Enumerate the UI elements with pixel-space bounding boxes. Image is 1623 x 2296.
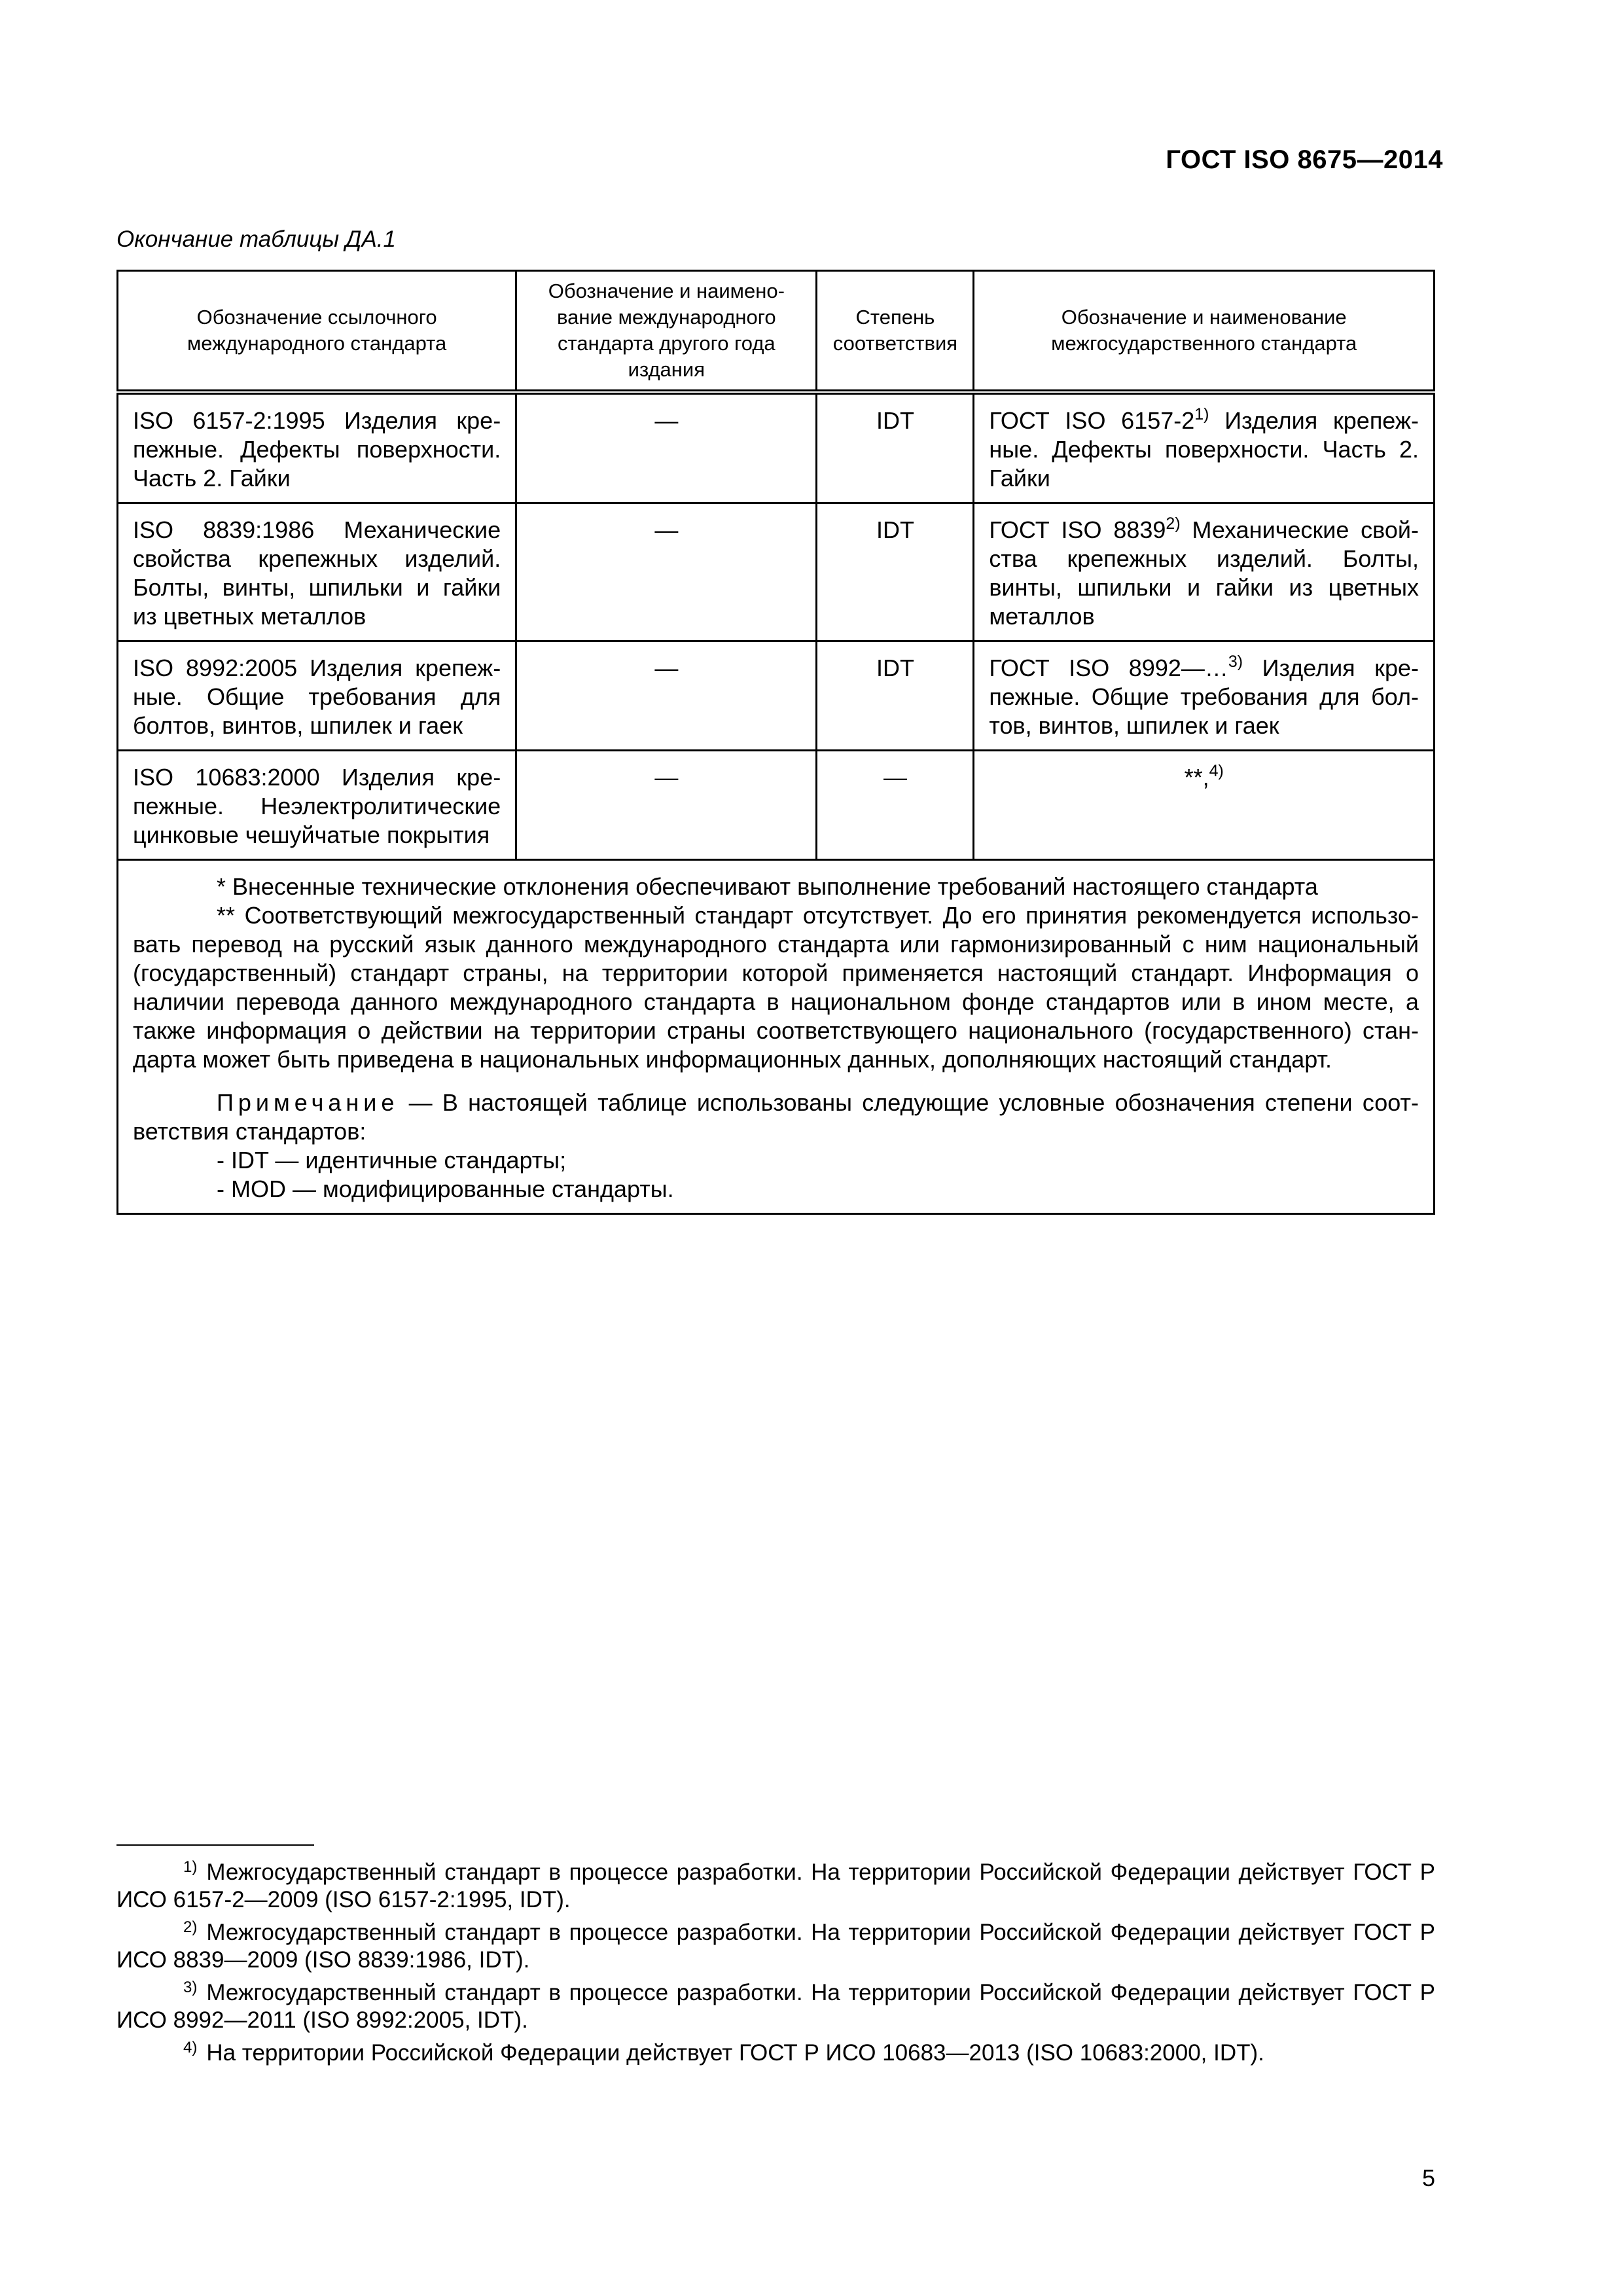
- table-caption: Окончание таблицы ДА.1: [116, 226, 396, 252]
- note-star-one: * Внесенные технические отклонения обеспечивают выполнение требований настоящего стандарта: [217, 873, 1318, 900]
- table-notes: [118, 860, 1435, 1214]
- footnote-mark: 3): [183, 1979, 198, 1996]
- cell-degree: IDT: [817, 392, 974, 503]
- table-header-row: [118, 271, 1435, 393]
- interstate-code: **,: [1184, 764, 1209, 791]
- column-header-reference: Обозначение ссылочного международного стандарта: [118, 271, 516, 393]
- table-row: [118, 751, 1435, 860]
- note-text: — В настоящей таблице использованы следующие условные обозначения степени соот-ветствия стандартов:: [133, 1089, 1419, 1145]
- list-item: - IDT — идентичные стандарты;: [217, 1147, 567, 1174]
- interstate-title: Изделия кре-пежные. Общие требования для бол-тов, винтов, шпилек и гаек: [989, 655, 1419, 739]
- footnote: [116, 1979, 1435, 2034]
- cell-reference: ISO 8839:1986 Механические свойства крепежных изделий. Болты, винты, шпильки и гайки из цветных металлов: [118, 503, 516, 641]
- footnote: [116, 2039, 1435, 2067]
- column-header-degree: Степень соответствия: [817, 271, 974, 393]
- cell-other-year: —: [516, 751, 817, 860]
- table-header: [118, 271, 1435, 393]
- footnote-text: Межгосударственный стандарт в процессе разработки. На территории Российской Федерации действует ГОСТ Р ИСО 6157-2—2009 (ISO 6157-2:1995, IDT).: [116, 1859, 1435, 1912]
- footnote-ref: 2): [1166, 514, 1181, 533]
- note-star-two: ** Соответствующий межгосударственный стандарт отсутствует. До его принятия рекомендуется использо-вать перевод на русский язык данного международного стандарта или гармонизированный с ним национальный (государственный) стандарт страны, на территории которой применяется настоящий стандарт. Информация о наличии перевода данного международного стандарта в национальном фонде стандартов или в ином месте, а также информация о действии на территории страны соответствующего национального (государственного) стан-дарта может быть приведена в национальных информационных данных, дополняющих настоящий стандарт.: [133, 902, 1419, 1073]
- table-row: [118, 392, 1435, 503]
- cell-degree: —: [817, 751, 974, 860]
- footnote-separator: [116, 1844, 314, 1846]
- page-number: 5: [1421, 2164, 1435, 2191]
- cell-reference: ISO 6157-2:1995 Изделия кре-пежные. Дефекты поверхности. Часть 2. Гайки: [118, 392, 516, 503]
- footnote: [116, 1859, 1435, 1914]
- footnotes: [116, 1859, 1435, 2072]
- note-paragraph: [133, 1088, 1419, 1146]
- table-row: [118, 641, 1435, 751]
- table-row: [118, 503, 1435, 641]
- footnote: [116, 1919, 1435, 1974]
- footnote-mark: 4): [183, 2039, 198, 2056]
- list-item: - MOD — модифицированные стандарты.: [217, 1175, 674, 1202]
- footnote-mark: 1): [183, 1858, 198, 1876]
- footnote-text: Межгосударственный стандарт в процессе разработки. На территории Российской Федерации действует ГОСТ Р ИСО 8839—2009 (ISO 8839:1986, IDT).: [116, 1920, 1435, 1973]
- cell-degree: IDT: [817, 641, 974, 751]
- footnote-text: На территории Российской Федерации действует ГОСТ Р ИСО 10683—2013 (ISO 10683:2000, IDT).: [206, 2040, 1264, 2066]
- document-code: ГОСТ ISO 8675—2014: [1166, 145, 1443, 174]
- cell-degree: IDT: [817, 503, 974, 641]
- footnote-ref: 4): [1209, 762, 1224, 780]
- footnote-mark: 2): [183, 1918, 198, 1936]
- cell-other-year: —: [516, 503, 817, 641]
- interstate-code: ГОСТ ISO 8992—…: [989, 655, 1228, 681]
- cell-interstate: [974, 751, 1435, 860]
- interstate-code: ГОСТ ISO 6157-2: [989, 407, 1195, 434]
- interstate-title: Механические свой-ства крепежных изделий. Болты, винты, шпильки и гайки из цветных металлов: [989, 516, 1419, 630]
- footnote-text: Межгосударственный стандарт в процессе разработки. На территории Российской Федерации действует ГОСТ Р ИСО 8992—2011 (ISO 8992:2005, IDT).: [116, 1980, 1435, 2033]
- table-notes-row: [118, 860, 1435, 1214]
- cell-interstate: [974, 392, 1435, 503]
- cell-other-year: —: [516, 641, 817, 751]
- footnote-ref: 3): [1228, 653, 1243, 671]
- cell-reference: ISO 10683:2000 Изделия кре-пежные. Неэлектролитические цинковые чешуйчатые покрытия: [118, 751, 516, 860]
- note-label: Примечание: [217, 1089, 399, 1116]
- cell-interstate: [974, 641, 1435, 751]
- column-header-other-year: Обозначение и наимено-вание международного стандарта другого года издания: [516, 271, 817, 393]
- cell-other-year: —: [516, 392, 817, 503]
- standards-table: [116, 270, 1435, 1215]
- footnote-ref: 1): [1194, 405, 1209, 423]
- cell-interstate: [974, 503, 1435, 641]
- interstate-code: ГОСТ ISO 8839: [989, 516, 1166, 543]
- cell-reference: ISO 8992:2005 Изделия крепеж-ные. Общие требования для болтов, винтов, шпилек и гаек: [118, 641, 516, 751]
- interstate-title: Изделия крепеж-ные. Дефекты поверхности. Часть 2. Гайки: [989, 407, 1419, 492]
- column-header-interstate: Обозначение и наименование межгосударственного стандарта: [974, 271, 1435, 393]
